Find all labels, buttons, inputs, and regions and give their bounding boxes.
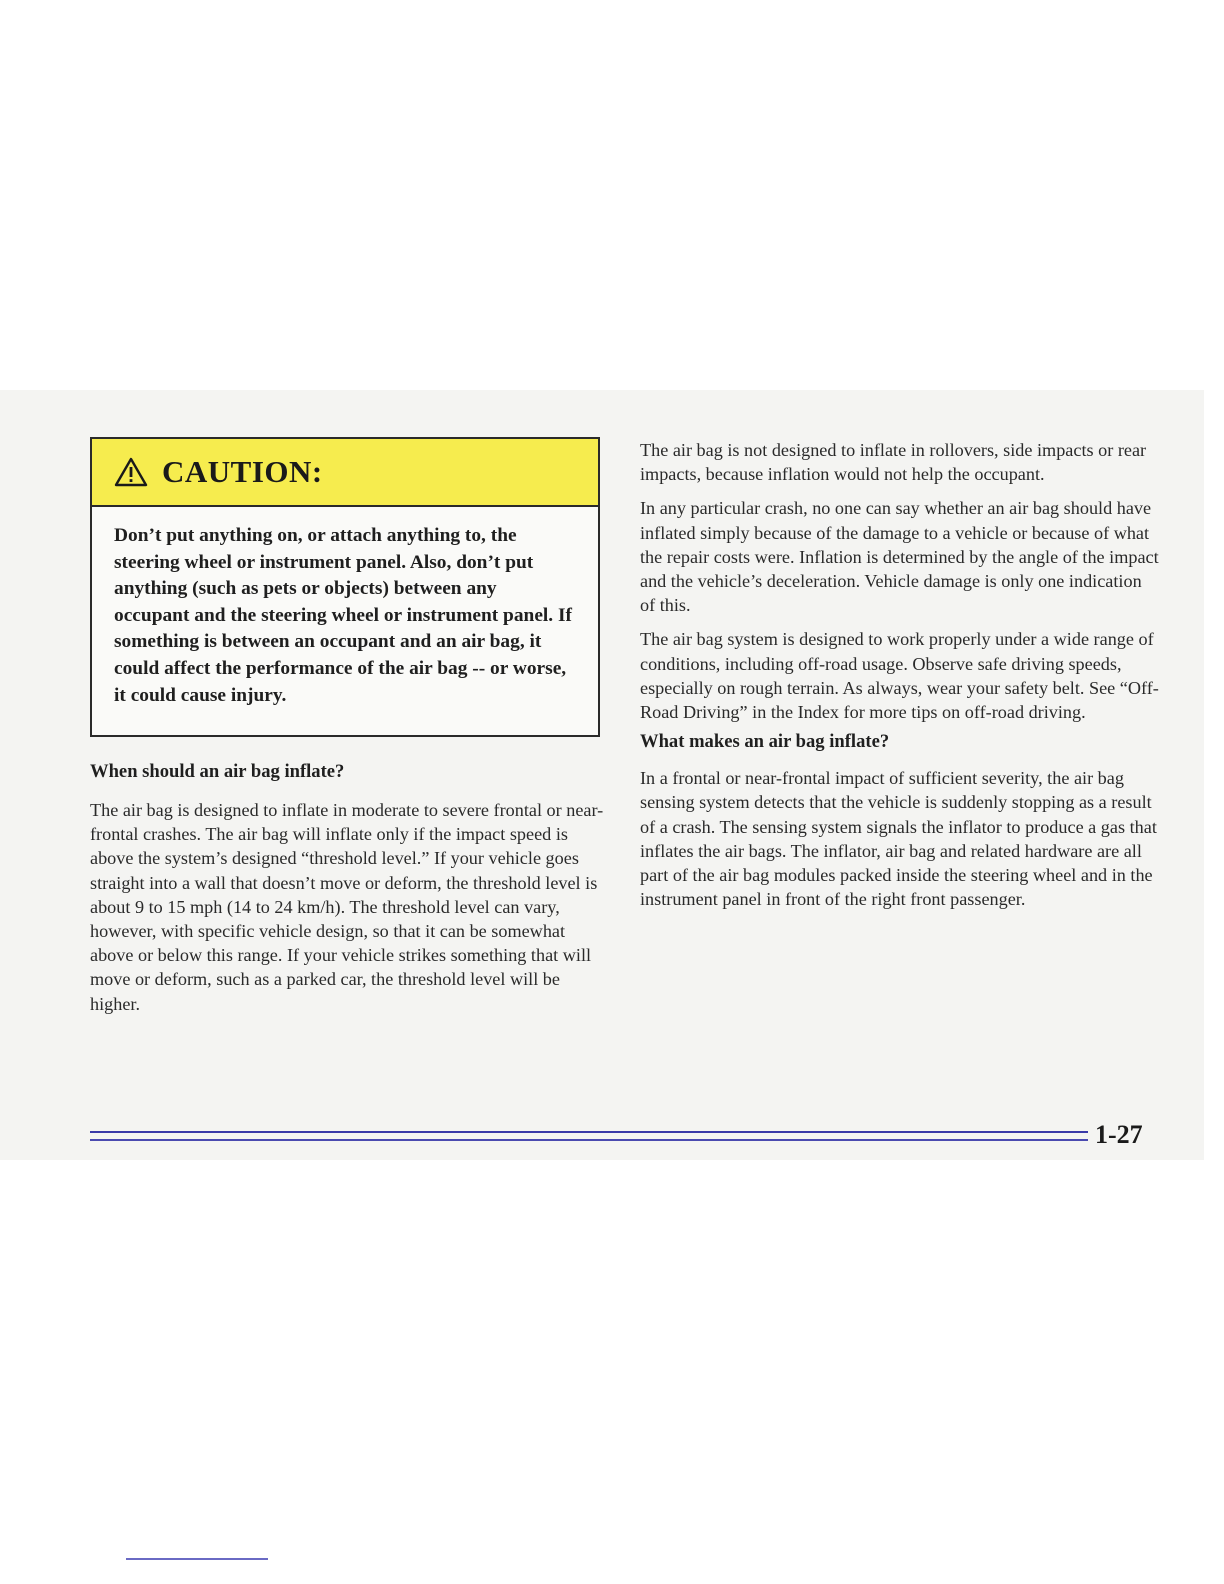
page-number: 1-27 — [1095, 1120, 1143, 1149]
footer-rule-bottom — [90, 1139, 1088, 1141]
right-column — [640, 438, 1160, 911]
paragraph-what: In a frontal or near-frontal impact of sufficient severity, the air bag sensing system detects that the vehicle is suddenly stopping as a result of a crash. The sensing system signals the inflator to produce a gas that inflates the air bags. The inflator, air bag and related hardware are all part of the air bag modules packed inside the steering wheel and in the instrument panel in front of the right front passenger. — [640, 768, 1157, 910]
caution-box — [90, 437, 600, 737]
section-heading-when: When should an air bag inflate? — [90, 761, 345, 782]
caution-title: CAUTION: — [162, 454, 323, 489]
left-column — [90, 760, 605, 1016]
caution-text: Don’t put anything on, or attach anything to, the steering wheel or instrument panel. Also, don’t put anything (such as pets or objects) between any occupant and the steering wheel or instrument panel. If something is between an occupant and an air bag, it could affect the performance of the air bag -- or worse, it could cause injury. — [114, 525, 573, 706]
paragraph-when: The air bag is designed to inflate in moderate to severe frontal or near-frontal crashes. The air bag will inflate only if the impact speed is above the system’s designed “threshold level.” If your vehicle goes straight into a wall that doesn’t move or deform, the threshold level is about 9 to 15 mph (14 to 24 km/h). The threshold level can vary, however, with specific vehicle design, so that it can be somewhat above or below this range. If your vehicle strikes something that will move or deform, such as a parked car, the threshold level will be higher. — [90, 800, 604, 1014]
footer-rule — [90, 1131, 1088, 1145]
section-heading-what: What makes an air bag inflate? — [640, 731, 890, 753]
bottom-divider — [126, 1558, 268, 1560]
paragraph-system-design: The air bag system is designed to work properly under a wide range of conditions, including off-road usage. Observe safe driving speeds, especially on rough terrain. As always, wear your safety belt. See “Off-Road Driving” in the Index for more tips on off-road driving. — [640, 629, 1159, 723]
paragraph-particular-crash: In any particular crash, no one can say whether an air bag should have inflated simply because of the damage to a vehicle or because of what the repair costs were. Inflation is determined by the angle of the impact and the vehicle’s deceleration. Vehicle damage is only one indication of this. — [640, 498, 1159, 616]
footer-rule-top — [90, 1131, 1088, 1133]
caution-header — [92, 439, 598, 507]
paragraph-rollovers: The air bag is not designed to inflate in rollovers, side impacts or rear impacts, because inflation would not help the occupant. — [640, 440, 1147, 485]
warning-triangle-icon — [114, 457, 148, 487]
